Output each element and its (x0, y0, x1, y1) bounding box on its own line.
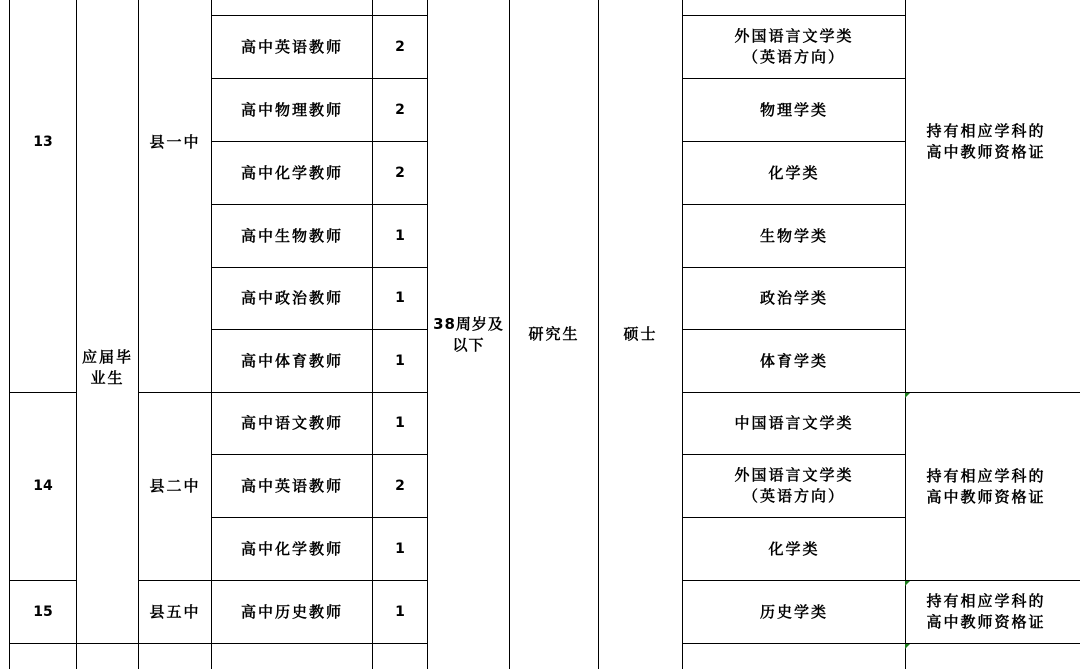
major-cell: 体育学类 (759, 351, 828, 370)
post-cell: 高中生物教师 (240, 226, 343, 245)
post-cell: 高中语文教师 (240, 414, 343, 432)
requirement-cell: 持有相应学科的 高中教师资格证 (926, 122, 1046, 161)
major-cell: 物理学类 (759, 100, 828, 119)
target-cell: 应届毕 业生 (81, 347, 133, 387)
post-cell: 高中政治教师 (240, 289, 343, 307)
count-cell: 2 (395, 477, 405, 494)
count-cell: 2 (395, 164, 405, 181)
post-cell: 高中物理教师 (240, 100, 343, 119)
count-cell: 1 (395, 352, 405, 369)
school-cell: 县一中 (149, 132, 201, 151)
post-cell: 高中化学教师 (240, 163, 343, 182)
post-cell: 高中英语教师 (240, 476, 343, 495)
post-cell: 高中英语教师 (240, 37, 343, 56)
grid-line (9, 643, 427, 644)
count-cell: 1 (395, 290, 405, 306)
major-cell: 外国语言文学类 （英语方向） (734, 27, 854, 66)
count-cell: 1 (395, 540, 405, 557)
major-cell: 历史学类 (759, 602, 828, 621)
age-cell: 38周岁及 以下 (433, 314, 504, 354)
count-cell: 1 (395, 603, 405, 620)
major-cell: 生物学类 (759, 226, 828, 245)
row-number: 13 (33, 133, 53, 150)
post-cell: 高中历史教师 (240, 602, 343, 621)
major-cell: 中国语言文学类 (734, 414, 854, 432)
major-cell: 化学类 (768, 163, 820, 182)
education-cell: 研究生 (528, 325, 580, 343)
cell-marker (905, 644, 910, 649)
count-cell: 1 (395, 227, 405, 244)
post-cell: 高中化学教师 (240, 539, 343, 558)
school-cell: 县二中 (149, 477, 201, 495)
major-cell: 政治学类 (759, 289, 828, 307)
requirement-cell: 持有相应学科的 高中教师资格证 (926, 466, 1046, 506)
major-cell: 外国语言文学类 （英语方向） (734, 466, 854, 505)
count-cell: 2 (395, 38, 405, 55)
count-cell: 1 (395, 415, 405, 431)
school-cell: 县五中 (149, 602, 201, 621)
count-cell: 2 (395, 101, 405, 118)
grid-line (682, 643, 1080, 644)
row-number: 15 (33, 603, 53, 620)
degree-cell: 硕士 (623, 325, 658, 343)
major-cell: 化学类 (768, 539, 820, 558)
requirement-cell: 持有相应学科的 高中教师资格证 (926, 592, 1046, 631)
post-cell: 高中体育教师 (240, 351, 343, 370)
row-number: 14 (33, 478, 53, 494)
